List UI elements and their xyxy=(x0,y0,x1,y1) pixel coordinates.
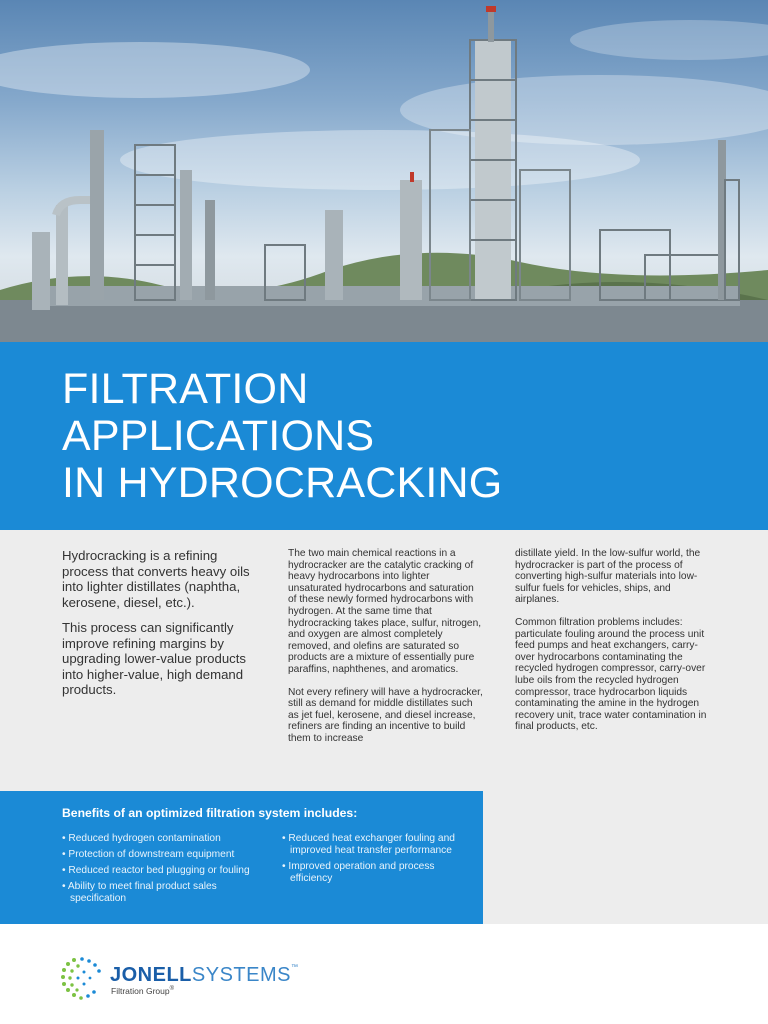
brand-name xyxy=(110,964,298,987)
benefit-item: • Reduced reactor bed plugging or fouling xyxy=(62,865,262,877)
body-column-2 xyxy=(288,548,483,756)
body-paragraph-yield: distillate yield. In the low-sulfur world, the hydrocracker is part of the process of converting high-sulfur materials into low-sulfur fuels for vehicles, ships, and airplanes. xyxy=(515,548,701,606)
refinery-illustration xyxy=(0,0,768,342)
benefit-item: • Reduced hydrogen contamination xyxy=(62,833,262,845)
intro-paragraph-2: This process can significantly improve refining margins by upgrading lower-value products into higher-value, high demand products. xyxy=(62,620,247,697)
benefits-heading: Benefits of an optimized filtration system includes: xyxy=(62,806,358,820)
tagline-text: Filtration Group xyxy=(111,986,170,996)
intro-column xyxy=(62,548,262,708)
body-paragraph-problems: Common filtration problems includes: particulate fouling around the process unit feed pumps and heat exchangers, carry-over hydrocarbons contaminating the recycled hydrogen compressor, carry-over lube oils from the recycled hydrogen compressor, trace hydrocarbon liquids contaminating the amine in the hydrogen recovery unit, trace water contamination in final products, etc. xyxy=(515,616,707,733)
title-line-2: APPLICATIONS xyxy=(62,412,375,460)
brand-trademark: ™ xyxy=(290,964,299,971)
hero-refinery-image xyxy=(0,0,768,342)
title-band xyxy=(0,342,768,530)
benefit-item: • Ability to meet final product sales specification xyxy=(62,881,262,905)
body-paragraph-refinery: Not every refinery will have a hydrocracker, still as demand for middle distillates such as jet fuel, kerosene, and diesel increase, refiners are finding an incentive to build them to increase xyxy=(288,686,483,744)
benefits-box xyxy=(0,791,483,924)
title-line-1: FILTRATION xyxy=(62,365,309,413)
benefits-list-left xyxy=(62,833,262,909)
title-line-3: IN HYDROCRACKING xyxy=(62,459,503,507)
brand-name-light: SYSTEMS xyxy=(191,964,291,986)
page-title xyxy=(62,366,502,507)
tagline-registered-mark: ® xyxy=(169,986,175,992)
benefit-item: • Protection of downstream equipment xyxy=(62,849,262,861)
benefit-item: • Improved operation and process efficiency xyxy=(282,861,462,885)
benefits-list-right xyxy=(282,833,462,889)
dot-swirl-logo-icon xyxy=(60,956,106,1002)
benefit-item: • Reduced heat exchanger fouling and improved heat transfer performance xyxy=(282,833,462,857)
body-column-3 xyxy=(515,548,715,744)
brand-tagline xyxy=(111,986,174,996)
brand-name-bold: JONELL xyxy=(110,964,192,986)
intro-paragraph-1: Hydrocracking is a refining process that converts heavy oils into lighter distillates (naphtha, kerosene, diesel, etc.). xyxy=(62,548,250,610)
body-paragraph-reactions: The two main chemical reactions in a hydrocracker are the catalytic cracking of heavy hydrocarbons into lighter unsaturated hydrocarbons and saturation of these newly formed hydrocarbons with hydrogen. At the same time that hydrocracking takes place, sulfur, nitrogen, and oxygen are almost completely removed, and olefins are saturated so products are a mixture of essentially pure paraffins, naphthenes, and aromatics. xyxy=(288,548,482,675)
footer xyxy=(0,924,768,1024)
